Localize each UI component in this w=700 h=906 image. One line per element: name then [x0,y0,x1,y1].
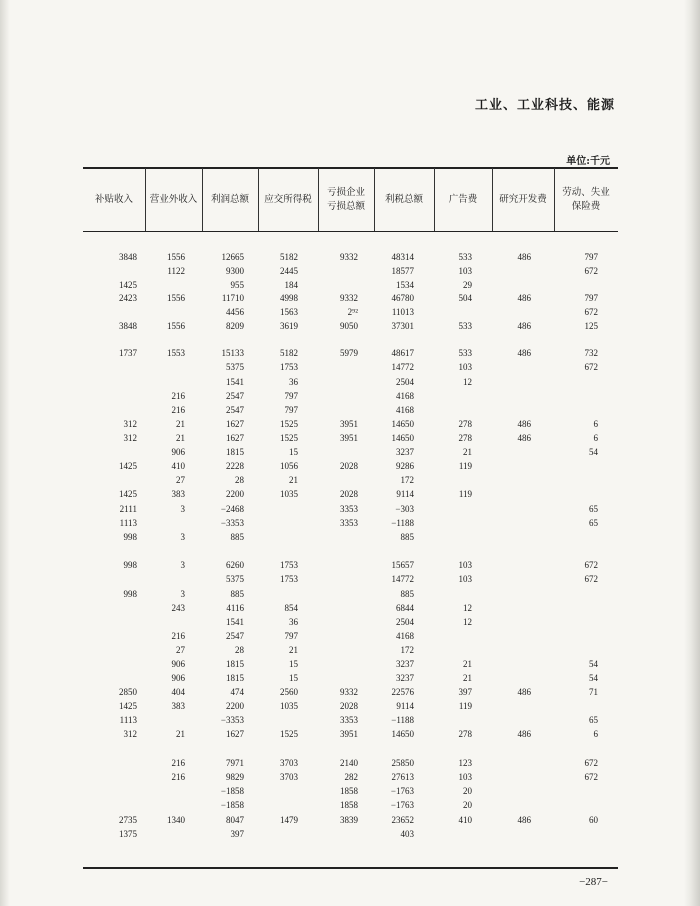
table-cell: 7971 [226,758,244,768]
table-cell: 125 [584,321,598,331]
header-divider [258,168,259,231]
table-cell: 2547 [226,631,244,641]
table-cell: 278 [458,433,472,443]
table-cell: 672 [584,362,598,372]
table-cell: 2028 [340,701,358,711]
table-cell: 65 [589,504,598,514]
table-cell: 1753 [280,362,298,372]
unit-label: 单位:千元 [566,156,610,167]
column-header: 亏损企业 亏损总额 [326,186,365,212]
table-cell: 12665 [221,252,244,262]
table-cell: 3951 [340,419,358,429]
table-cell: 172 [400,645,414,655]
table-cell: 3353 [340,715,358,725]
table-cell: 54 [589,659,598,669]
table-cell: 21 [463,673,472,683]
table-cell: 533 [458,321,472,331]
table-cell: 282 [344,772,358,782]
table-cell: 4168 [396,631,414,641]
table-cell: 14650 [391,729,414,739]
table-cell: 3 [180,504,185,514]
header-divider [492,168,493,231]
table-cell: 5182 [280,348,298,358]
table-cell: 11013 [391,307,414,317]
table-cell: 906 [171,447,185,457]
table-cell: 797 [284,405,298,415]
table-cell: 3 [180,532,185,542]
table-cell: 15 [289,447,298,457]
header-divider [374,168,375,231]
table-cell: 5979 [340,348,358,358]
table-cell: 27 [176,645,185,655]
table-cell: 2228 [226,461,244,471]
page-number: −287− [579,876,608,888]
table-cell: 1627 [226,419,244,429]
table-cell: 486 [517,321,531,331]
table-cell: 2200 [226,701,244,711]
header-divider [434,168,435,231]
table-cell: 119 [458,461,472,471]
table-cell: 6 [593,433,598,443]
table-cell: 672 [584,758,598,768]
table-cell: 2560 [280,687,298,697]
table-cell: 403 [400,829,414,839]
table-cell: 3951 [340,433,358,443]
table-cell: 1534 [396,280,414,290]
table-cell: 383 [171,701,185,711]
table-cell: 1556 [167,293,185,303]
table-cell: 533 [458,348,472,358]
table-cell: 216 [171,391,185,401]
table-cell: 1556 [167,252,185,262]
table-cell: 4456 [226,307,244,317]
table-cell: 2423 [119,293,137,303]
table-cell: −1188 [391,715,414,725]
table-cell: −3353 [220,715,244,725]
table-header-rule [83,231,618,232]
table-cell: 1753 [280,574,298,584]
table-cell: 14772 [391,574,414,584]
table-cell: 15 [289,659,298,669]
column-header: 利润总额 [210,193,249,205]
table-cell: 18577 [391,266,414,276]
table-cell: 8209 [226,321,244,331]
table-cell: 216 [171,758,185,768]
table-cell: 3848 [119,321,137,331]
table-cell: 9114 [396,701,414,711]
table-cell: 2547 [226,391,244,401]
table-cell: 1056 [280,461,298,471]
table-cell: 2504 [396,617,414,627]
table-cell: 123 [458,758,472,768]
table-cell: 14772 [391,362,414,372]
table-cell: 21 [289,645,298,655]
table-cell: 486 [517,348,531,358]
table-cell: 9829 [226,772,244,782]
table-cell: 1553 [167,348,185,358]
table-cell: −303 [395,504,414,514]
table-cell: 885 [400,589,414,599]
table-cell: 5182 [280,252,298,262]
table-cell: 1815 [226,447,244,457]
table-cell: 23652 [391,815,414,825]
table-cell: 2850 [119,687,137,697]
table-cell: 1113 [119,715,137,725]
table-cell: 486 [517,815,531,825]
table-cell: 21 [176,433,185,443]
table-cell: 71 [589,687,598,697]
table-cell: 3848 [119,252,137,262]
table-cell: 1815 [226,673,244,683]
table-cell: 672 [584,560,598,570]
table-cell: 1525 [280,419,298,429]
table-cell: 410 [458,815,472,825]
table-cell: −3353 [220,518,244,528]
table-cell: 404 [171,687,185,697]
table-cell: 6 [593,419,598,429]
table-cell: 3237 [396,673,414,683]
table-cell: 36 [289,617,298,627]
table-cell: 2504 [396,377,414,387]
table-cell: 15657 [391,560,414,570]
table-cell: 1627 [226,729,244,739]
table-cell: 2200 [226,489,244,499]
table-cell: 27613 [391,772,414,782]
table-cell: 1627 [226,433,244,443]
header-divider [554,168,555,231]
table-cell: 15133 [221,348,244,358]
scan-right-edge [684,0,700,906]
table-cell: 28 [235,475,244,485]
table-cell: 27 [176,475,185,485]
table-cell: 1541 [226,617,244,627]
table-cell: 797 [284,391,298,401]
table-cell: 1425 [119,701,137,711]
table-cell: 48314 [391,252,414,262]
table-cell: 28 [235,645,244,655]
table-cell: 20 [463,786,472,796]
column-header: 营业外收入 [149,193,198,205]
table-cell: 1563 [280,307,298,317]
column-header: 劳动、失业 保险费 [562,186,610,212]
table-cell: 672 [584,772,598,782]
table-cell: 486 [517,687,531,697]
table-cell: 312 [123,729,137,739]
table-cell: 1556 [167,321,185,331]
table-cell: 955 [230,280,244,290]
table-cell: 998 [123,560,137,570]
table-cell: 5375 [226,574,244,584]
table-cell: 21 [176,419,185,429]
table-cell: 3353 [340,504,358,514]
column-header: 补贴收入 [94,193,133,205]
header-divider [318,168,319,231]
table-cell: 172 [400,475,414,485]
table-cell: 2028 [340,461,358,471]
table-cell: 486 [517,419,531,429]
table-cell: 65 [589,518,598,528]
table-cell: −1763 [390,786,414,796]
table-cell: 474 [230,687,244,697]
table-cell: 1113 [119,518,137,528]
table-cell: 37301 [391,321,414,331]
table-cell: 21 [289,475,298,485]
table-cell: 486 [517,729,531,739]
table-cell: 12 [463,617,472,627]
table-cell: 60 [589,815,598,825]
table-cell: 4168 [396,405,414,415]
column-header: 应交所得税 [264,193,312,205]
table-cell: 9050 [340,321,358,331]
table-cell: 3619 [280,321,298,331]
table-cell: 14650 [391,419,414,429]
table-cell: 672 [584,574,598,584]
table-cell: 3237 [396,659,414,669]
table-cell: 797 [584,252,598,262]
table-cell: 103 [458,574,472,584]
table-cell: 397 [230,829,244,839]
table-cell: 2⁹² [347,307,358,317]
table-cell: 9332 [340,293,358,303]
table-cell: 46780 [391,293,414,303]
table-cell: −1858 [220,800,244,810]
table-cell: 54 [589,447,598,457]
table-cell: 2028 [340,489,358,499]
table-cell: 9300 [226,266,244,276]
table-cell: 3 [180,589,185,599]
table-cell: 998 [123,589,137,599]
table-cell: 3 [180,560,185,570]
table-cell: −1763 [390,800,414,810]
table-cell: 11710 [221,293,244,303]
table-cell: −2468 [220,504,244,514]
table-cell: 4168 [396,391,414,401]
table-cell: 1525 [280,433,298,443]
table-cell: 48617 [391,348,414,358]
table-cell: 410 [171,461,185,471]
table-cell: 3703 [280,772,298,782]
column-header: 广告费 [448,193,478,205]
table-cell: 103 [458,266,472,276]
table-cell: 732 [584,348,598,358]
table-cell: 312 [123,419,137,429]
table-cell: 533 [458,252,472,262]
table-cell: 4116 [226,603,244,613]
running-head: 工业、工业科技、能源 [474,98,615,113]
table-cell: 486 [517,433,531,443]
table-cell: 216 [171,772,185,782]
table-cell: 906 [171,673,185,683]
table-cell: 184 [284,280,298,290]
table-cell: 14650 [391,433,414,443]
table-cell: 1425 [119,280,137,290]
table-cell: 2735 [119,815,137,825]
table-bottom-rule [83,867,618,869]
column-header: 利税总额 [384,193,423,205]
table-cell: 1525 [280,729,298,739]
table-cell: 6844 [396,603,414,613]
table-cell: 20 [463,800,472,810]
table-cell: 2445 [280,266,298,276]
table-cell: 22576 [391,687,414,697]
table-cell: 21 [176,729,185,739]
table-cell: 312 [123,433,137,443]
table-cell: 65 [589,715,598,725]
table-cell: 998 [123,532,137,542]
table-cell: −1188 [391,518,414,528]
table-cell: 9114 [396,489,414,499]
table-cell: 12 [463,377,472,387]
table-cell: 1858 [340,786,358,796]
table-cell: 6260 [226,560,244,570]
table-cell: 672 [584,307,598,317]
table-cell: 2111 [119,504,137,514]
table-cell: 1425 [119,461,137,471]
table-cell: 1035 [280,489,298,499]
table-cell: 1753 [280,560,298,570]
table-cell: 3237 [396,447,414,457]
table-cell: 3951 [340,729,358,739]
table-cell: 1858 [340,800,358,810]
table-cell: 278 [458,419,472,429]
table-cell: 1122 [167,266,185,276]
table-cell: 9332 [340,687,358,697]
table-cell: 1035 [280,701,298,711]
table-cell: 3353 [340,518,358,528]
table-cell: 6 [593,729,598,739]
column-header: 研究开发费 [499,193,547,205]
table-cell: 3839 [340,815,358,825]
table-cell: 9332 [340,252,358,262]
table-cell: 21 [463,659,472,669]
table-cell: 103 [458,560,472,570]
table-cell: 4998 [280,293,298,303]
table-cell: 486 [517,293,531,303]
table-cell: 278 [458,729,472,739]
table-cell: 797 [584,293,598,303]
table-cell: 25850 [391,758,414,768]
table-cell: 1340 [167,815,185,825]
table-cell: 216 [171,405,185,415]
table-cell: 2140 [340,758,358,768]
table-cell: 906 [171,659,185,669]
table-cell: 5375 [226,362,244,372]
table-cell: 885 [400,532,414,542]
table-cell: 885 [230,589,244,599]
table-cell: 119 [458,489,472,499]
table-cell: 885 [230,532,244,542]
table-cell: −1858 [220,786,244,796]
header-divider [145,168,146,231]
table-cell: 119 [458,701,472,711]
table-cell: 797 [284,631,298,641]
table-cell: 29 [463,280,472,290]
table-cell: 1541 [226,377,244,387]
table-cell: 243 [171,603,185,613]
table-cell: 54 [589,673,598,683]
header-divider [202,168,203,231]
table-cell: 21 [463,447,472,457]
table-cell: 1815 [226,659,244,669]
table-cell: 1375 [119,829,137,839]
table-cell: 397 [458,687,472,697]
table-cell: 36 [289,377,298,387]
table-cell: 15 [289,673,298,683]
table-cell: 1479 [280,815,298,825]
table-cell: 672 [584,266,598,276]
table-cell: 383 [171,489,185,499]
table-cell: 504 [458,293,472,303]
table-cell: 9286 [396,461,414,471]
table-cell: 2547 [226,405,244,415]
table-cell: 854 [284,603,298,613]
table-cell: 103 [458,772,472,782]
table-cell: 103 [458,362,472,372]
table-cell: 486 [517,252,531,262]
table-cell: 1425 [119,489,137,499]
table-cell: 1737 [119,348,137,358]
table-cell: 216 [171,631,185,641]
table-cell: 12 [463,603,472,613]
table-cell: 8047 [226,815,244,825]
scan-left-edge [0,0,10,906]
table-cell: 3703 [280,758,298,768]
